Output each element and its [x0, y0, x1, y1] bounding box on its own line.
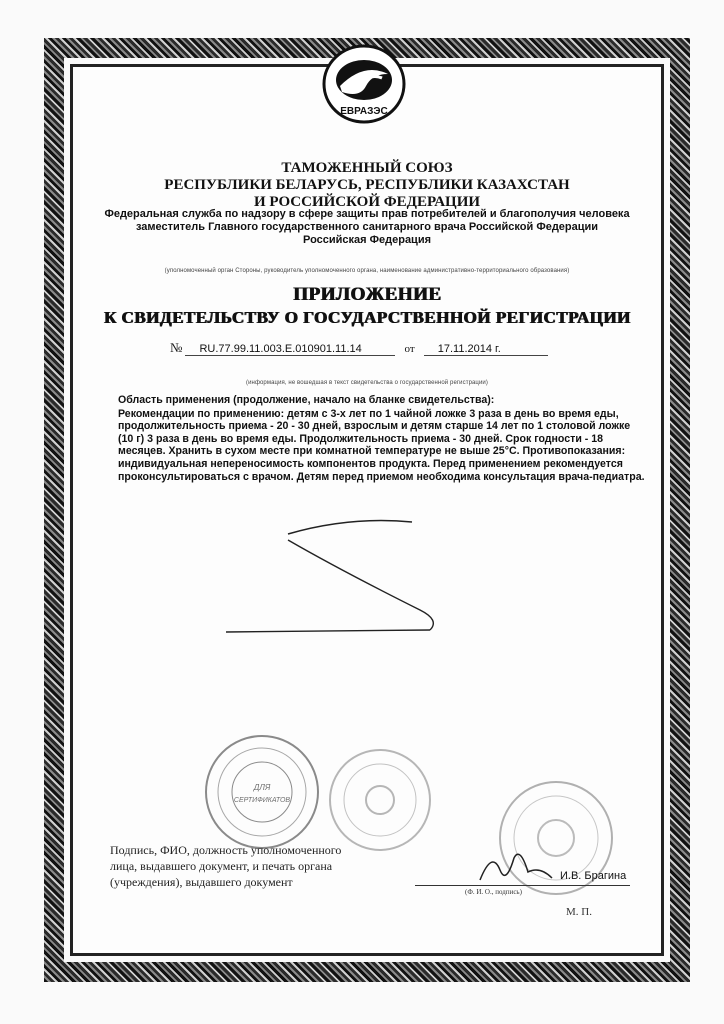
signer-name: И.В. Брагина — [560, 870, 627, 882]
seal-mark: М. П. — [566, 906, 592, 918]
header-line-3: И РОССИЙСКОЙ ФЕДЕРАЦИИ — [253, 194, 481, 210]
stamp-text-2: СЕРТИФИКАТОВ — [233, 797, 291, 804]
header-line-1: ТАМОЖЕННЫЙ СОЮЗ — [281, 160, 453, 176]
z-line-mark — [226, 521, 433, 633]
authority-line-3: Российская Федерация — [303, 234, 431, 246]
content-line-3: (10 г) 3 раза в день во время еды. Продолжительность приема - 30 дней. Срок годности - 18 — [118, 432, 604, 445]
signature-line-2: лица, выдавшего документ, и печать органа — [110, 859, 333, 873]
registration-number: RU.77.99.11.003.E.010901.11.14 — [185, 343, 395, 356]
authority-caption: (уполномоченный орган Стороны, руководитель уполномоченного органа, наименование административно-территориального образования) — [164, 268, 570, 274]
signature-line-1: Подпись, ФИО, должность уполномоченного — [110, 843, 342, 857]
content-line-2: продолжительность приема - 20 - 30 дней, взрослым и детям старше 14 лет по 1 столовой ложке — [118, 420, 631, 433]
round-stamp-2 — [330, 750, 430, 850]
signature-underline — [415, 885, 630, 886]
logo-text: ЕВРАЗЭС — [340, 106, 388, 117]
title-line-1: ПРИЛОЖЕНИЕ — [292, 284, 442, 305]
registration-date: 17.11.2014 г. — [424, 343, 548, 356]
title-line-2: К СВИДЕТЕЛЬСТВУ О ГОСУДАРСТВЕННОЙ РЕГИСТРАЦИИ — [103, 308, 631, 327]
authority-line-1: Федеральная служба по надзору в сфере защиты прав потребителей и благополучия человека — [104, 208, 630, 220]
content-line-1: Рекомендации по применению: детям с 3-х лет по 1 чайной ложке 3 раза в день во время еды, — [118, 407, 619, 420]
round-stamp-1 — [206, 736, 318, 848]
signature-line-3: (учреждения), выдавшего документ — [110, 875, 293, 889]
content-line-5: индивидуальная непереносимость компонентов продукта. Перед применением рекомендуется — [118, 457, 623, 470]
authority-line-2: заместитель Главного государственного санитарного врача Российской Федерации — [135, 221, 599, 233]
content-line-4: месяцев. Хранить в сухом месте при комнатной температуре не выше 25°С. Противопоказания: — [118, 445, 626, 458]
number-label: № — [170, 340, 183, 355]
date-label: от — [404, 343, 415, 355]
signer-caption: (Ф. И. О., подпись) — [465, 888, 522, 896]
stamp-text-1: ДЛЯ — [253, 783, 271, 792]
signature-caption — [110, 842, 341, 890]
content-line-6: проконсультироваться с врачом. Детям перед приемом необходима консультация врача-педиатра. — [118, 470, 645, 483]
registration-caption: (информация, не вошедшая в текст свидетельства о государственной регистрации) — [246, 380, 488, 386]
content-heading: Область применения (продолжение, начало на бланке свидетельства): — [118, 394, 495, 406]
header-line-2: РЕСПУБЛИКИ БЕЛАРУСЬ, РЕСПУБЛИКИ КАЗАХСТАН — [164, 177, 570, 193]
